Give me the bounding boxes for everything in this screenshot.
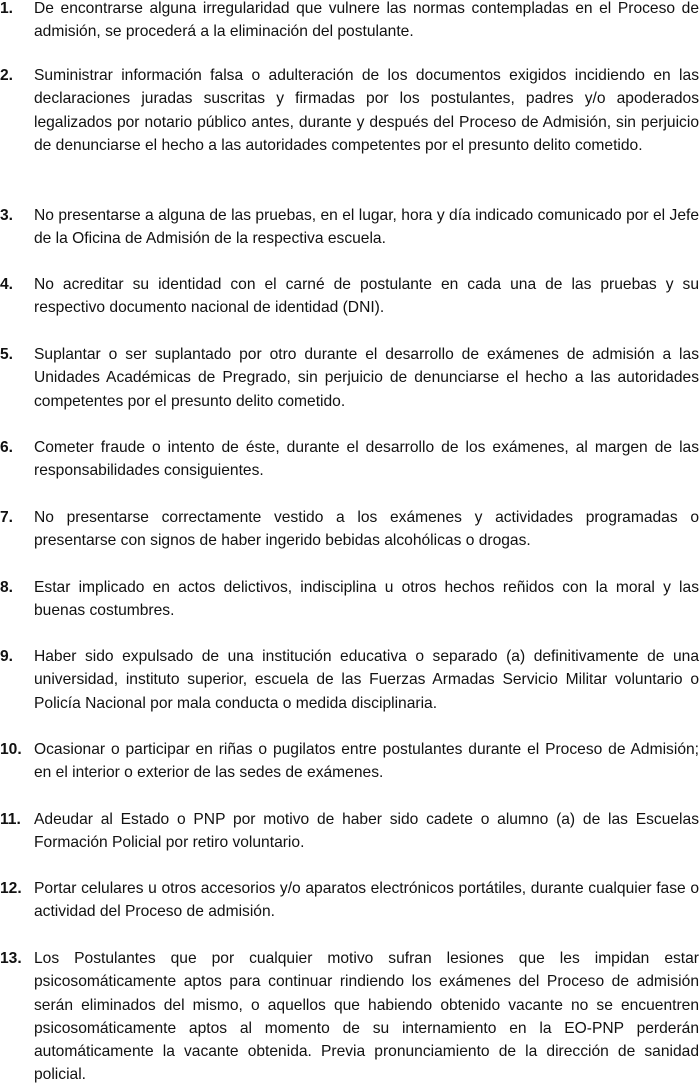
item-number: 12.	[0, 880, 22, 897]
item-text: Suministrar información falsa o adulteración de los documentos exigidos incidiendo en las declaraciones juradas suscritas y firmadas por los postulantes, padres y/o apoderados legalizados por notario público antes, durante y después del Proceso de Admisión, sin perjuicio de denunciarse el hecho a las autoridades competentes por el presunto delito cometido.	[34, 67, 699, 154]
list-item	[0, 436, 700, 483]
item-number: 6.	[0, 439, 14, 456]
list-item	[0, 738, 700, 785]
item-text: Ocasionar o participar en riñas o pugilatos entre postulantes durante el Proceso de Admisión; en el interior o exterior de las sedes de exámenes.	[34, 741, 699, 782]
item-text: Los Postulantes que por cualquier motivo sufran lesiones que les impidan estar psicosomáticamente aptos para continuar rindiendo los exámenes del Proceso de admisión serán eliminados del mismo, o aquellos que habiendo obtenido vacante no se encuentren psicosomáticamente aptos al momento de su internamiento en la EO-PNP perderán automáticamente la vacante obtenida. Previa pronunciamiento de la dirección de sanidad policial.	[34, 950, 699, 1084]
list-item	[0, 204, 700, 251]
item-text: Estar implicado en actos delictivos, indisciplina u otros hechos reñidos con la moral y las buenas costumbres.	[34, 579, 699, 620]
item-number: 7.	[0, 509, 14, 526]
item-number: 2.	[0, 67, 14, 84]
item-number: 4.	[0, 276, 14, 293]
item-text: No presentarse correctamente vestido a los exámenes y actividades programadas o presentarse con signos de haber ingerido bebidas alcohólicas o drogas.	[34, 509, 699, 550]
item-number: 8.	[0, 579, 14, 596]
item-text: No acreditar su identidad con el carné de postulante en cada una de las pruebas y su respectivo documento nacional de identidad (DNI).	[34, 276, 699, 317]
item-text: Cometer fraude o intento de éste, durante el desarrollo de los exámenes, al margen de las responsabilidades consiguientes.	[34, 439, 699, 480]
list-item	[0, 0, 700, 44]
item-number: 5.	[0, 346, 14, 363]
list-item	[0, 273, 700, 320]
item-text: Suplantar o ser suplantado por otro durante el desarrollo de exámenes de admisión a las Unidades Académicas de Pregrado, sin perjuicio de denunciarse el hecho a las autoridades competentes por el presunto delito cometido.	[34, 346, 699, 410]
item-number: 11.	[0, 811, 21, 828]
list-item	[0, 506, 700, 553]
item-number: 13.	[0, 950, 22, 967]
item-number: 1.	[0, 0, 14, 17]
list-item	[0, 877, 700, 924]
list-item	[0, 64, 700, 157]
list-item	[0, 808, 700, 855]
item-number: 3.	[0, 207, 14, 224]
item-number: 9.	[0, 648, 14, 665]
item-number: 10.	[0, 741, 22, 758]
list-item	[0, 645, 700, 715]
list-item	[0, 576, 700, 623]
item-text: No presentarse a alguna de las pruebas, en el lugar, hora y día indicado comunicado por el Jefe de la Oficina de Admisión de la respectiva escuela.	[34, 207, 699, 248]
item-text: De encontrarse alguna irregularidad que vulnere las normas contempladas en el Proceso de admisión, se procederá a la eliminación del postulante.	[34, 0, 699, 41]
item-text: Adeudar al Estado o PNP por motivo de haber sido cadete o alumno (a) de las Escuelas Formación Policial por retiro voluntario.	[34, 811, 699, 852]
item-text: Haber sido expulsado de una institución educativa o separado (a) definitivamente de una universidad, instituto superior, escuela de las Fuerzas Armadas Servicio Militar voluntario o Policía Nacional por mala conducta o medida disciplinaria.	[34, 648, 699, 712]
list-item	[0, 343, 700, 413]
list-item	[0, 947, 700, 1087]
item-text: Portar celulares u otros accesorios y/o aparatos electrónicos portátiles, durante cualquier fase o actividad del Proceso de admisión.	[34, 880, 699, 921]
